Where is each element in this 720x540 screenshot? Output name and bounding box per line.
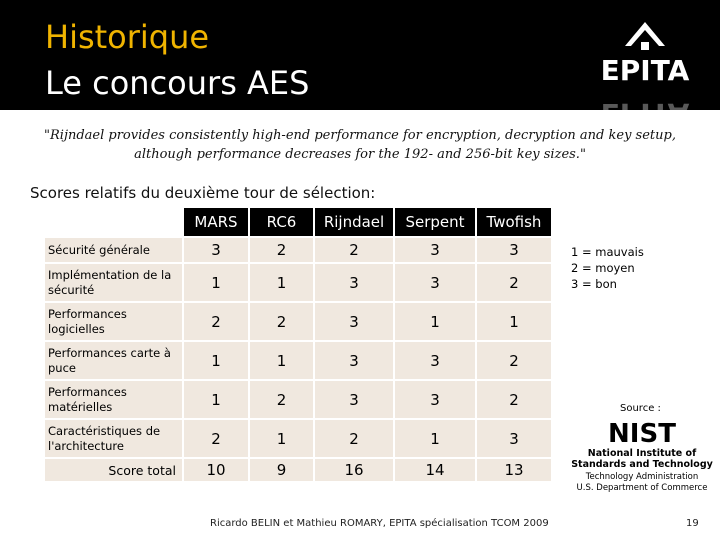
table-cell: 2 [315, 238, 393, 262]
table-cell: 3 [395, 342, 475, 379]
table-cell: 1 [250, 342, 313, 379]
table-cell: 1 [184, 381, 248, 418]
column-header: RC6 [250, 208, 313, 236]
table-row [45, 381, 551, 418]
quote-text: "Rijndael provides consistently high-end performance for encryption, decryption and key setup, although performance decreases for the 192- and 256-bit key sizes." [44, 128, 676, 162]
table-cell: 3 [315, 342, 393, 379]
svg-text:U.S. Department of Commerce: U.S. Department of Commerce [576, 483, 708, 493]
table-row [45, 238, 551, 262]
page-number: 19 [686, 518, 699, 529]
epita-logo [585, 18, 705, 130]
table-row [45, 264, 551, 301]
table-cell: 1 [395, 420, 475, 457]
column-header: Serpent [395, 208, 475, 236]
total-row [45, 459, 551, 481]
table-cell: 3 [477, 238, 551, 262]
table-cell: 3 [395, 238, 475, 262]
legend-item: 3 = bon [571, 277, 617, 291]
table-cell: 1 [184, 342, 248, 379]
svg-text:National Institute of: National Institute of [587, 448, 697, 459]
table-caption: Scores relatifs du deuxième tour de sélection: [30, 184, 376, 202]
row-label: Caractéristiques de l'architecture [45, 420, 182, 457]
table-cell: 2 [477, 342, 551, 379]
legend-item: 2 = moyen [571, 261, 635, 275]
header-corner [45, 208, 182, 236]
column-header: Twofish [477, 208, 551, 236]
table-cell: 2 [250, 303, 313, 340]
table-cell: 2 [477, 381, 551, 418]
table-cell: 3 [315, 303, 393, 340]
legend-item: 1 = mauvais [571, 245, 644, 259]
table-cell: 2 [477, 264, 551, 301]
table-cell: 1 [250, 264, 313, 301]
row-label: Performances matérielles [45, 381, 182, 418]
score-legend [571, 244, 644, 292]
row-label: Performances carte à puce [45, 342, 182, 379]
table-cell: 2 [184, 420, 248, 457]
table-cell: 1 [184, 264, 248, 301]
footer-credit: Ricardo BELIN et Mathieu ROMARY, EPITA spécialisation TCOM 2009 [210, 518, 549, 529]
table-cell: 2 [250, 238, 313, 262]
nist-logo [572, 418, 712, 498]
page-title: Historique [45, 18, 210, 56]
table-cell: 3 [395, 264, 475, 301]
total-cell: 10 [184, 459, 248, 481]
total-cell: 14 [395, 459, 475, 481]
table-cell: 3 [315, 381, 393, 418]
table-cell: 3 [395, 381, 475, 418]
total-cell: 16 [315, 459, 393, 481]
svg-text:Standards and Technology: Standards and Technology [571, 459, 713, 470]
svg-text:Technology Administration: Technology Administration [585, 472, 699, 482]
row-label: Implémentation de la sécurité [45, 264, 182, 301]
table-row [45, 303, 551, 340]
table-cell: 3 [477, 420, 551, 457]
page-subtitle: Le concours AES [45, 64, 310, 102]
table-cell: 2 [315, 420, 393, 457]
column-header: Rijndael [315, 208, 393, 236]
total-label: Score total [45, 459, 182, 481]
table-cell: 1 [395, 303, 475, 340]
table-row [45, 342, 551, 379]
header-bar [0, 0, 720, 130]
table-cell: 1 [477, 303, 551, 340]
row-label: Sécurité générale [45, 238, 182, 262]
svg-text:EPITA: EPITA [600, 97, 690, 130]
table-cell: 3 [184, 238, 248, 262]
svg-text:NIST: NIST [608, 419, 676, 449]
table-header-row [45, 208, 551, 236]
row-label: Performances logicielles [45, 303, 182, 340]
total-cell: 13 [477, 459, 551, 481]
table-cell: 2 [184, 303, 248, 340]
table-row [45, 420, 551, 457]
svg-text:EPITA: EPITA [600, 54, 690, 87]
total-cell: 9 [250, 459, 313, 481]
table-cell: 1 [250, 420, 313, 457]
table-cell: 3 [315, 264, 393, 301]
table-cell: 2 [250, 381, 313, 418]
scores-table [43, 206, 553, 483]
column-header: MARS [184, 208, 248, 236]
source-label: Source : [620, 403, 661, 414]
